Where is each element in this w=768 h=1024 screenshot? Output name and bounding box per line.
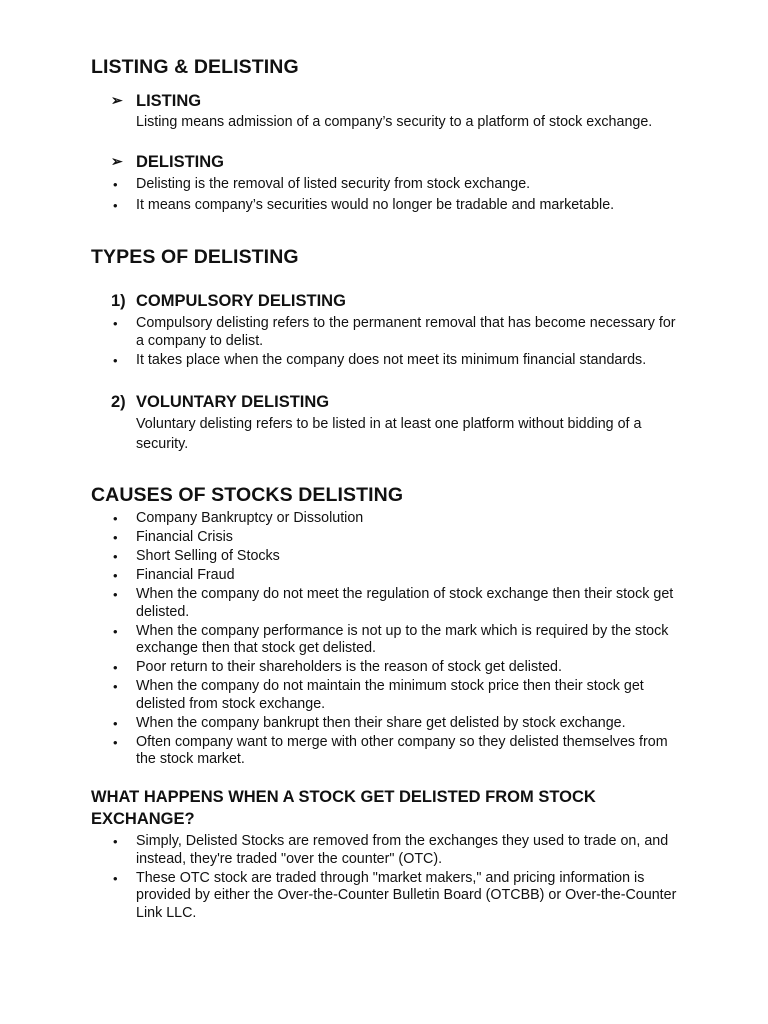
bullet-icon: • — [113, 679, 118, 695]
list-item-text: Delisting is the removal of listed security from stock exchange. — [136, 176, 531, 192]
subheading-listing — [111, 92, 201, 111]
list-item-text: Short Selling of Stocks — [136, 547, 280, 564]
subheading-compulsory — [111, 292, 346, 311]
list-item — [111, 529, 681, 547]
list-item — [111, 315, 681, 350]
list-item-text: When the company performance is not up to the mark which is required by the stock exchange then that stock get delisted. — [136, 622, 669, 657]
list-item — [111, 715, 681, 733]
list-item — [111, 659, 681, 677]
bullet-icon: • — [113, 529, 118, 545]
causes-bullet-list — [111, 510, 681, 770]
list-item — [111, 567, 681, 585]
list-item — [111, 176, 681, 194]
list-item-text: Poor return to their shareholders is the reason of stock get delisted. — [136, 659, 562, 676]
list-item-text: When the company do not meet the regulation of stock exchange then their stock get delisted. — [136, 585, 674, 620]
subheading-delisting — [111, 153, 224, 172]
list-item-text: Financial Fraud — [136, 566, 235, 583]
list-item-text: When the company do not maintain the minimum stock price then their stock get delisted from stock exchange. — [136, 678, 644, 712]
delisting-bullet-list — [111, 176, 681, 218]
subheading-compulsory-label: COMPULSORY DELISTING — [136, 292, 346, 310]
section-title-types: TYPES OF DELISTING — [91, 246, 299, 268]
section-title-listing-delisting: LISTING & DELISTING — [91, 56, 299, 78]
bullet-icon: • — [113, 511, 118, 526]
subheading-listing-label: LISTING — [136, 92, 202, 110]
list-item-text: Simply, Delisted Stocks are removed from the exchanges they used to trade on, and instead, they're traded "over the counter" (OTC). — [136, 833, 669, 867]
listing-definition: Listing means admission of a company’s security to a platform of stock exchange. — [136, 114, 653, 130]
subheading-delisting-label: DELISTING — [136, 153, 225, 171]
list-item-text: It means company’s securities would no longer be tradable and marketable. — [136, 196, 615, 213]
section-title-what-happens: WHAT HAPPENS WHEN A STOCK GET DELISTED FROM STOCK EXCHANGE? — [91, 788, 596, 828]
list-item-text: Company Bankruptcy or Dissolution — [136, 510, 364, 526]
section-title-causes: CAUSES OF STOCKS DELISTING — [91, 484, 404, 506]
list-item — [111, 833, 681, 868]
list-item — [111, 352, 681, 370]
arrow-bullet-icon: ➢ — [111, 153, 123, 169]
bullet-icon: • — [113, 734, 118, 750]
bullet-icon: • — [113, 352, 118, 368]
list-item — [111, 197, 681, 215]
bullet-icon: • — [113, 586, 118, 602]
subheading-voluntary — [111, 393, 329, 412]
bullet-icon: • — [113, 197, 118, 213]
list-item — [111, 548, 681, 566]
subheading-voluntary-label: VOLUNTARY DELISTING — [136, 393, 330, 411]
bullet-icon: • — [113, 834, 118, 849]
bullet-icon: • — [113, 316, 118, 331]
list-item-text: Compulsory delisting refers to the permanent removal that has become necessary for a company to delist. — [136, 315, 676, 349]
bullet-icon: • — [113, 870, 118, 886]
number-marker: 2) — [111, 393, 126, 411]
what-happens-bullet-list — [111, 833, 681, 924]
bullet-icon: • — [113, 660, 118, 676]
list-item-text: Often company want to merge with other company so they delisted themselves from the stock market. — [136, 733, 668, 768]
list-item-text: It takes place when the company does not meet its minimum financial standards. — [136, 351, 647, 368]
bullet-icon: • — [113, 567, 118, 583]
list-item — [111, 870, 681, 923]
bullet-icon: • — [113, 177, 118, 192]
list-item — [111, 623, 681, 658]
list-item — [111, 678, 681, 713]
compulsory-bullet-list — [111, 315, 681, 371]
bullet-icon: • — [113, 548, 118, 564]
voluntary-definition: Voluntary delisting refers to be listed in at least one platform without bidding of a security. — [136, 416, 642, 452]
bullet-icon: • — [113, 623, 118, 639]
list-item — [111, 734, 681, 769]
number-marker: 1) — [111, 292, 126, 310]
list-item — [111, 586, 681, 621]
list-item-text: These OTC stock are traded through "market makers," and pricing information is provided by either the Over-the-Counter Bulletin Board (OTCBB) or Over-the-Counter Link LLC. — [136, 869, 677, 921]
list-item — [111, 510, 681, 528]
arrow-bullet-icon: ➢ — [111, 92, 123, 108]
list-item-text: Financial Crisis — [136, 528, 233, 545]
bullet-icon: • — [113, 715, 118, 731]
list-item-text: When the company bankrupt then their share get delisted by stock exchange. — [136, 714, 626, 731]
